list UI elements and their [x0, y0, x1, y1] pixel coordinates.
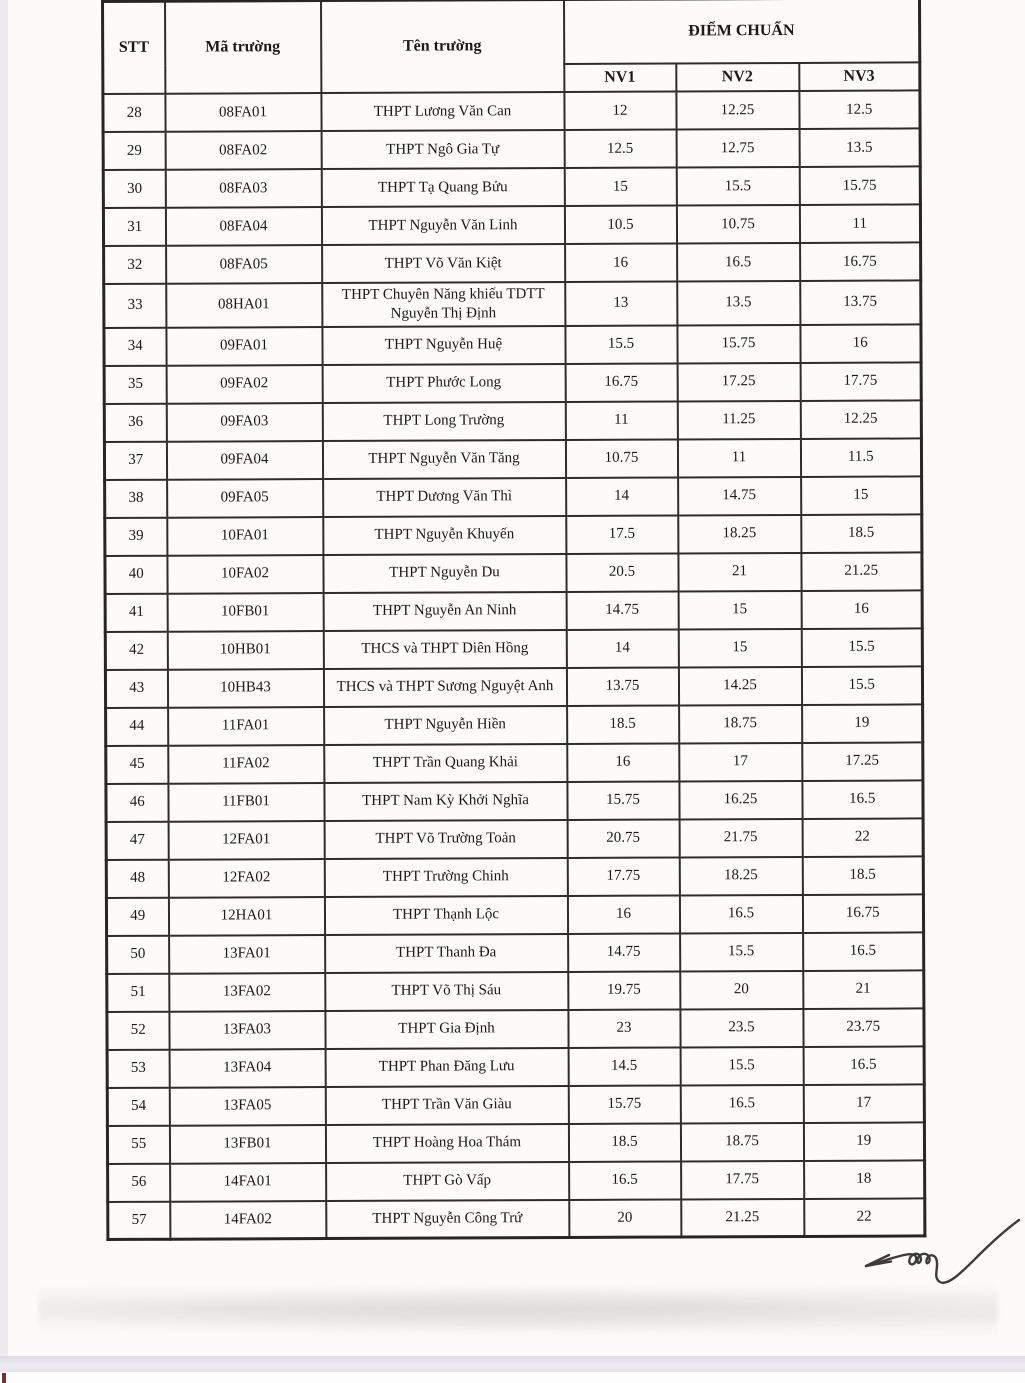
table-body — [103, 90, 925, 1239]
cell-nv3-score: 16.75 — [802, 894, 923, 933]
table-row — [103, 166, 920, 208]
col-header-ten-truong: Tên trường — [321, 0, 564, 93]
cell-nv2-score: 21 — [678, 552, 801, 591]
cell-school-name: THPT Nguyễn An Ninh — [323, 591, 566, 630]
cell-nv3-score: 19 — [803, 1122, 924, 1161]
cell-stt: 28 — [103, 94, 165, 132]
cell-school-code: 09FA02 — [166, 365, 322, 404]
table-row — [107, 1008, 924, 1050]
cell-school-name: THPT Trường Chinh — [324, 857, 567, 896]
cell-school-code: 13FA01 — [169, 935, 325, 974]
cell-nv1-score: 16 — [567, 895, 679, 933]
cell-nv1-score: 13 — [565, 281, 677, 325]
table-row — [106, 894, 923, 936]
cell-nv2-score: 12.25 — [676, 91, 799, 130]
cell-stt: 37 — [104, 441, 166, 479]
cell-stt: 46 — [106, 783, 168, 821]
cell-stt: 39 — [105, 517, 167, 555]
cell-stt: 56 — [108, 1163, 170, 1201]
cell-stt: 48 — [106, 859, 168, 897]
cell-nv1-score: 23 — [568, 1009, 680, 1047]
cell-school-name: THPT Nam Kỳ Khởi Nghĩa — [324, 781, 567, 820]
cell-stt: 50 — [107, 935, 169, 973]
cell-school-name: THPT Trần Văn Giàu — [325, 1085, 568, 1124]
cell-nv3-score: 13.75 — [800, 280, 921, 324]
cell-stt: 29 — [103, 132, 165, 170]
page-separator — [0, 1356, 1025, 1372]
scores-table-wrap — [101, 0, 926, 1241]
cell-nv3-score: 12.25 — [800, 400, 921, 439]
col-header-nv2: NV2 — [676, 63, 799, 92]
cell-nv2-score: 16.25 — [679, 780, 802, 819]
cell-school-name: THPT Hoàng Hoa Thám — [325, 1123, 568, 1162]
cell-school-code: 11FB01 — [168, 783, 324, 822]
table-row — [107, 970, 924, 1012]
table-row — [107, 1122, 924, 1164]
table-row — [106, 780, 923, 822]
cell-school-code: 11FA02 — [168, 745, 324, 784]
col-header-nv1: NV1 — [564, 63, 676, 91]
cell-school-code: 08FA03 — [165, 169, 321, 208]
cell-school-name: THPT Võ Thị Sáu — [325, 971, 568, 1010]
cell-nv3-score: 19 — [802, 704, 923, 743]
cell-nv1-score: 18.5 — [568, 1123, 680, 1161]
cell-school-name: THPT Ngô Gia Tự — [321, 130, 564, 169]
col-header-diem-chuan: ĐIỂM CHUẨN — [564, 0, 920, 64]
cell-nv1-score: 19.75 — [568, 971, 680, 1009]
cell-nv3-score: 22 — [802, 818, 923, 857]
table-row — [105, 476, 922, 518]
cell-school-code: 13FA03 — [169, 1011, 325, 1050]
table-row — [106, 704, 923, 746]
cell-stt: 43 — [105, 669, 167, 707]
cell-school-code: 12HA01 — [168, 897, 324, 936]
cell-nv3-score: 15 — [801, 476, 922, 515]
cell-school-code: 10HB01 — [167, 631, 323, 670]
table-row — [104, 400, 921, 442]
cell-school-code: 12FA01 — [168, 821, 324, 860]
cell-nv3-score: 18.5 — [801, 514, 922, 553]
cell-stt: 31 — [103, 208, 165, 246]
cell-school-code: 09FA05 — [167, 479, 323, 518]
cell-nv3-score: 17.75 — [800, 362, 921, 401]
cell-school-code: 08FA04 — [165, 207, 321, 246]
cell-school-code: 14FA01 — [170, 1163, 326, 1202]
cell-school-name: THPT Thạnh Lộc — [324, 895, 567, 934]
col-header-stt: STT — [103, 1, 165, 94]
cell-school-code: 08FA02 — [165, 131, 321, 170]
cell-school-code: 10FA01 — [167, 517, 323, 556]
cell-stt: 32 — [104, 246, 166, 284]
cell-stt: 55 — [107, 1125, 169, 1163]
cell-stt: 30 — [103, 170, 165, 208]
table-row — [104, 362, 921, 404]
cell-nv1-score: 18.5 — [567, 705, 679, 743]
cell-nv3-score: 16 — [801, 590, 922, 629]
cell-stt: 57 — [108, 1201, 170, 1239]
cell-nv2-score: 15.75 — [677, 324, 800, 363]
cell-nv3-score: 12.5 — [799, 90, 920, 129]
cell-school-code: 08FA05 — [166, 245, 322, 284]
cell-nv2-score: 11.25 — [677, 400, 800, 439]
cell-nv3-score: 16.5 — [802, 780, 923, 819]
cell-nv1-score: 16.75 — [565, 363, 677, 401]
cell-nv3-score: 18.5 — [802, 856, 923, 895]
cell-school-code: 13FB01 — [169, 1125, 325, 1164]
cell-stt: 49 — [106, 897, 168, 935]
table-row — [103, 204, 920, 246]
cell-nv2-score: 14.75 — [678, 476, 801, 515]
cell-school-name: THPT Lương Văn Can — [321, 92, 564, 131]
cell-nv1-score: 14 — [566, 477, 678, 515]
cell-nv1-score: 15.5 — [565, 325, 677, 363]
cell-nv2-score: 13.5 — [677, 281, 800, 325]
cell-school-name: THPT Võ Trường Toản — [324, 819, 567, 858]
cell-nv2-score: 15.5 — [680, 1046, 803, 1085]
cell-nv3-score: 17.25 — [802, 742, 923, 781]
cell-stt: 45 — [106, 745, 168, 783]
cell-nv2-score: 11 — [677, 438, 800, 477]
cell-nv2-score: 23.5 — [680, 1008, 803, 1047]
cell-nv1-score: 15 — [564, 167, 676, 205]
cell-nv1-score: 12.5 — [564, 129, 676, 167]
table-row — [106, 742, 923, 784]
cell-nv2-score: 17 — [679, 742, 802, 781]
cell-school-code: 08FA01 — [165, 93, 321, 132]
cell-nv2-score: 18.25 — [679, 856, 802, 895]
cell-nv3-score: 11.5 — [800, 438, 921, 477]
cell-nv3-score: 16 — [800, 324, 921, 363]
table-row — [105, 666, 922, 708]
cell-school-name: THPT Gò Vấp — [326, 1161, 569, 1200]
cell-nv2-score: 21.25 — [681, 1198, 804, 1237]
cell-stt: 47 — [106, 821, 168, 859]
table-row — [106, 818, 923, 860]
cell-school-code: 09FA03 — [166, 403, 322, 442]
cell-nv1-score: 14 — [566, 629, 678, 667]
cell-stt: 35 — [104, 365, 166, 403]
scores-table — [101, 0, 926, 1241]
cell-stt: 44 — [106, 707, 168, 745]
cell-school-name: THPT Nguyễn Khuyến — [323, 515, 566, 554]
cell-nv2-score: 21.75 — [679, 818, 802, 857]
next-page-edge — [0, 1372, 1025, 1383]
cell-school-name: THPT Long Trường — [322, 401, 565, 440]
cell-nv1-score: 10.75 — [565, 439, 677, 477]
cell-school-code: 08HA01 — [166, 283, 322, 327]
cell-school-code: 09FA04 — [166, 441, 322, 480]
cell-nv1-score: 14.5 — [568, 1047, 680, 1085]
table-row — [103, 128, 920, 170]
cell-nv1-score: 14.75 — [566, 591, 678, 629]
table-row — [105, 628, 922, 670]
cell-stt: 38 — [105, 479, 167, 517]
cell-nv3-score: 21.25 — [801, 552, 922, 591]
cell-nv2-score: 18.75 — [680, 1122, 803, 1161]
cell-nv1-score: 10.5 — [564, 205, 676, 243]
cell-school-code: 14FA02 — [170, 1201, 326, 1240]
cell-school-code: 13FA02 — [169, 973, 325, 1012]
col-header-ma-truong: Mã trường — [165, 1, 321, 94]
cell-school-name: THPT Gia Định — [325, 1009, 568, 1048]
cell-stt: 40 — [105, 555, 167, 593]
cell-nv2-score: 15 — [678, 590, 801, 629]
table-row — [107, 1084, 924, 1126]
cell-nv3-score: 13.5 — [799, 128, 920, 167]
cell-nv2-score: 14.25 — [678, 666, 801, 705]
cell-nv2-score: 20 — [680, 970, 803, 1009]
cell-nv2-score: 15.5 — [676, 167, 799, 206]
cell-school-name: THPT Nguyễn Huệ — [322, 325, 565, 364]
table-row — [104, 242, 921, 284]
signature-scribble — [846, 1214, 1025, 1302]
cell-nv3-score: 21 — [803, 970, 924, 1009]
cell-stt: 33 — [104, 284, 166, 328]
table-row — [104, 280, 921, 327]
next-page-border-tick — [2, 1373, 6, 1383]
cell-school-name: THPT Võ Văn Kiệt — [322, 244, 565, 283]
cell-school-code: 10HB43 — [167, 669, 323, 708]
cell-nv1-score: 11 — [565, 401, 677, 439]
cell-school-name: THPT Thanh Đa — [325, 933, 568, 972]
cell-school-name: THPT Nguyễn Du — [323, 553, 566, 592]
table-row — [103, 90, 920, 132]
cell-nv2-score: 18.75 — [679, 704, 802, 743]
cell-school-code: 13FA05 — [169, 1087, 325, 1126]
cell-nv2-score: 16.5 — [680, 1084, 803, 1123]
cell-nv3-score: 16.75 — [800, 242, 921, 281]
cell-stt: 42 — [105, 631, 167, 669]
cell-nv2-score: 15 — [678, 628, 801, 667]
cell-nv1-score: 13.75 — [566, 667, 678, 705]
cell-nv2-score: 16.5 — [677, 243, 800, 282]
table-row — [106, 856, 923, 898]
cell-nv1-score: 14.75 — [568, 933, 680, 971]
table-row — [104, 324, 921, 366]
table-row — [104, 438, 921, 480]
cell-nv1-score: 12 — [564, 91, 676, 129]
cell-nv1-score: 20.5 — [566, 553, 678, 591]
cell-nv1-score: 17.75 — [567, 857, 679, 895]
table-row — [107, 1046, 924, 1088]
cell-school-name: THPT Nguyễn Công Trứ — [326, 1199, 569, 1238]
table-row — [105, 514, 922, 556]
scanned-page — [8, 0, 1025, 1356]
cell-nv3-score: 17 — [803, 1084, 924, 1123]
cell-nv3-score: 23.75 — [803, 1008, 924, 1047]
cell-stt: 51 — [107, 973, 169, 1011]
cell-stt: 54 — [107, 1087, 169, 1125]
cell-nv2-score: 17.25 — [677, 362, 800, 401]
cell-stt: 52 — [107, 1011, 169, 1049]
cell-nv2-score: 16.5 — [679, 894, 802, 933]
cell-school-name: THPT Chuyên Năng khiếu TDTT Nguyễn Thị Định — [322, 282, 565, 327]
table-row — [108, 1198, 925, 1240]
cell-school-code: 10FB01 — [167, 593, 323, 632]
cell-school-code: 13FA04 — [169, 1049, 325, 1088]
cell-nv3-score: 16.5 — [803, 932, 924, 971]
cell-school-name: THCS và THPT Diên Hồng — [323, 629, 566, 668]
cell-school-name: THPT Phan Đăng Lưu — [325, 1047, 568, 1086]
cell-nv3-score: 15.75 — [799, 166, 920, 205]
cell-nv1-score: 20.75 — [567, 819, 679, 857]
cell-nv2-score: 15.5 — [680, 932, 803, 971]
cell-school-name: THPT Nguyễn Văn Linh — [321, 206, 564, 245]
cell-nv1-score: 17.5 — [566, 515, 678, 553]
cell-nv1-score: 16 — [567, 743, 679, 781]
cell-nv1-score: 16 — [565, 243, 677, 281]
cell-nv2-score: 12.75 — [676, 129, 799, 168]
cell-nv3-score: 16.5 — [803, 1046, 924, 1085]
cell-stt: 36 — [104, 403, 166, 441]
cell-nv1-score: 15.75 — [568, 1085, 680, 1123]
table-row — [107, 932, 924, 974]
cell-stt: 34 — [104, 327, 166, 365]
cell-stt: 41 — [105, 593, 167, 631]
cell-school-code: 10FA02 — [167, 555, 323, 594]
cell-school-name: THPT Nguyễn Hiền — [324, 705, 567, 744]
cell-nv3-score: 18 — [804, 1160, 925, 1199]
table-row — [105, 590, 922, 632]
cell-nv3-score: 11 — [799, 204, 920, 243]
col-header-nv3: NV3 — [799, 62, 920, 91]
cell-school-name: THPT Nguyễn Văn Tăng — [322, 439, 565, 478]
table-row — [108, 1160, 925, 1202]
cell-nv1-score: 20 — [569, 1199, 681, 1237]
cell-school-code: 12FA02 — [168, 859, 324, 898]
cell-school-name: THPT Tạ Quang Bửu — [321, 168, 564, 207]
cell-nv1-score: 15.75 — [567, 781, 679, 819]
cell-school-name: THPT Phước Long — [322, 363, 565, 402]
cell-school-code: 09FA01 — [166, 327, 322, 366]
cell-nv3-score: 15.5 — [801, 628, 922, 667]
cell-nv1-score: 16.5 — [569, 1161, 681, 1199]
cell-stt: 53 — [107, 1049, 169, 1087]
cell-nv2-score: 10.75 — [676, 205, 799, 244]
cell-nv2-score: 17.75 — [681, 1160, 804, 1199]
cell-school-code: 11FA01 — [168, 707, 324, 746]
cell-school-name: THPT Trần Quang Khải — [324, 743, 567, 782]
cell-nv3-score: 15.5 — [801, 666, 922, 705]
cell-nv3-score: 22 — [804, 1198, 925, 1237]
cell-nv2-score: 18.25 — [678, 514, 801, 553]
table-row — [105, 552, 922, 594]
cell-school-name: THPT Dương Văn Thì — [323, 477, 566, 516]
cell-school-name: THCS và THPT Sương Nguyệt Anh — [323, 667, 566, 706]
